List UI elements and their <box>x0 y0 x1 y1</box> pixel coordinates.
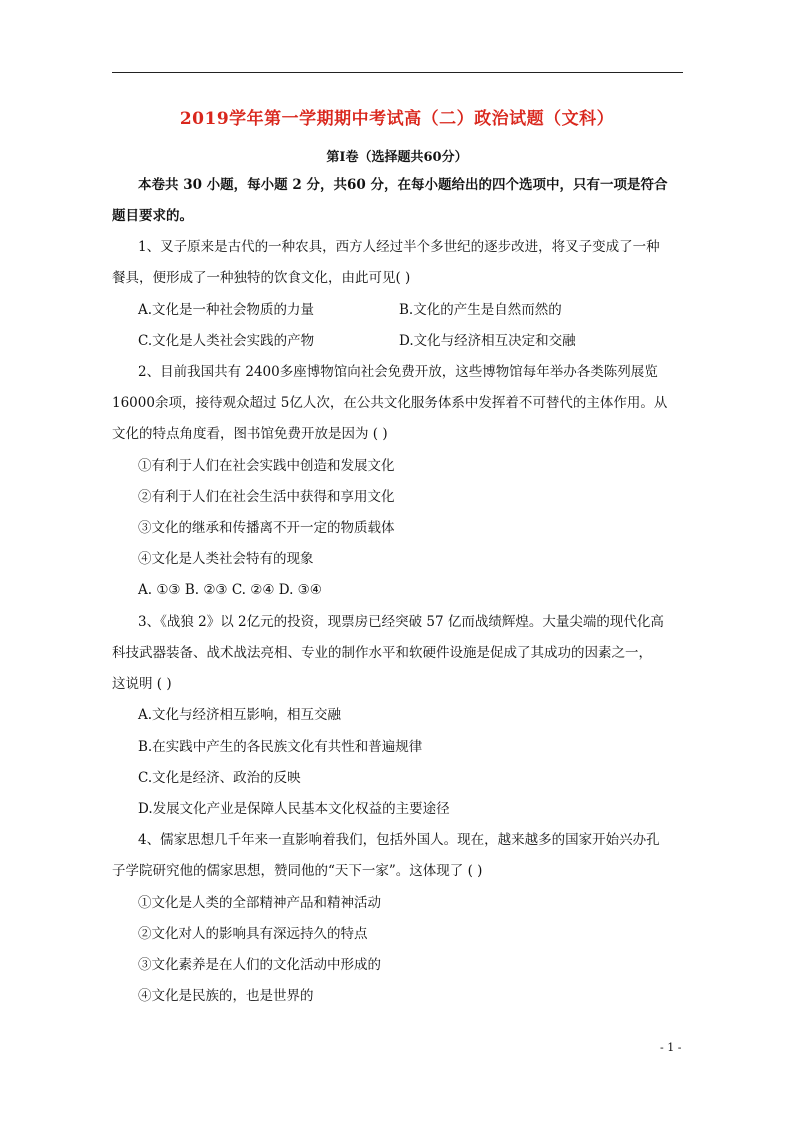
question-3-stem: 3、《战狼 2》以 2亿元的投资，现票房已经突破 57 亿而战绩辉煌。大量尖端的现代化高 <box>138 614 664 630</box>
question-2-statement: ②有利于人们在社会生活中获得和享用文化 <box>138 489 395 505</box>
question-1-stem: 1、叉子原来是古代的一种农具，西方人经过半个多世纪的逐步改进，将叉子变成了一种 <box>138 239 660 255</box>
instruction-text: 本卷共 30 小题，每小题 2 分，共60 分，在每小题给出的四个选项中，只有一项是符合 <box>138 177 668 193</box>
question-3-option-c: C.文化是经济、政治的反映 <box>138 770 301 786</box>
question-4-stem: 4、儒家思想几千年来一直影响着我们，包括外国人。现在，越来越多的国家开始兴办孔 <box>138 832 660 848</box>
question-3-option-a: A.文化与经济相互影响，相互交融 <box>138 707 342 723</box>
question-2-stem: 文化的特点角度看，图书馆免费开放是因为 ( ) <box>112 426 388 442</box>
question-3-option-d: D.发展文化产业是保障人民基本文化权益的主要途径 <box>138 801 450 817</box>
question-3-option-b: B.在实践中产生的各民族文化有共性和普遍规律 <box>138 739 423 755</box>
question-1-option-d: D.文化与经济相互决定和交融 <box>399 333 576 349</box>
question-2-stem: 16000余项，接待观众超过 5亿人次，在公共文化服务体系中发挥着不可替代的主体作用。从 <box>112 395 668 411</box>
exam-title: 2019学年第一学期期中考试高（二）政治试题（文科） <box>179 109 615 129</box>
question-3-stem: 这说明 ( ) <box>112 676 172 692</box>
question-2-choices: A. ①③ B. ②③ C. ②④ D. ③④ <box>138 582 322 598</box>
header-rule <box>112 72 683 73</box>
question-2-stem: 2、目前我国共有 2400多座博物馆向社会免费开放，这些博物馆每年举办各类陈列展览 <box>138 364 658 380</box>
section-heading: 第Ⅰ卷（选择题共60分） <box>326 150 468 165</box>
question-2-statement: ③文化的继承和传播离不开一定的物质载体 <box>138 520 395 536</box>
question-1-option-c: C.文化是人类社会实践的产物 <box>138 333 315 349</box>
instruction-text: 题目要求的。 <box>112 208 193 224</box>
page-number: - 1 - <box>660 1041 682 1054</box>
question-2-statement: ①有利于人们在社会实践中创造和发展文化 <box>138 458 395 474</box>
question-4-statement: ①文化是人类的全部精神产品和精神活动 <box>138 895 381 911</box>
question-3-stem: 科技武器装备、战术战法亮相、专业的制作水平和软硬件设施是促成了其成功的因素之一， <box>112 645 652 661</box>
question-4-statement: ③文化素养是在人们的文化活动中形成的 <box>138 957 381 973</box>
question-1-option-a: A.文化是一种社会物质的力量 <box>138 302 315 318</box>
question-1-option-b: B.文化的产生是自然而然的 <box>399 302 562 318</box>
question-1-stem: 餐具，便形成了一种独特的饮食文化，由此可见( ) <box>112 270 411 286</box>
question-4-statement: ②文化对人的影响具有深远持久的特点 <box>138 926 368 942</box>
question-2-statement: ④文化是人类社会特有的现象 <box>138 551 314 567</box>
question-4-statement: ④文化是民族的，也是世界的 <box>138 988 314 1004</box>
question-4-stem: 子学院研究他的儒家思想，赞同他的“天下一家”。这体现了 ( ) <box>112 863 483 879</box>
